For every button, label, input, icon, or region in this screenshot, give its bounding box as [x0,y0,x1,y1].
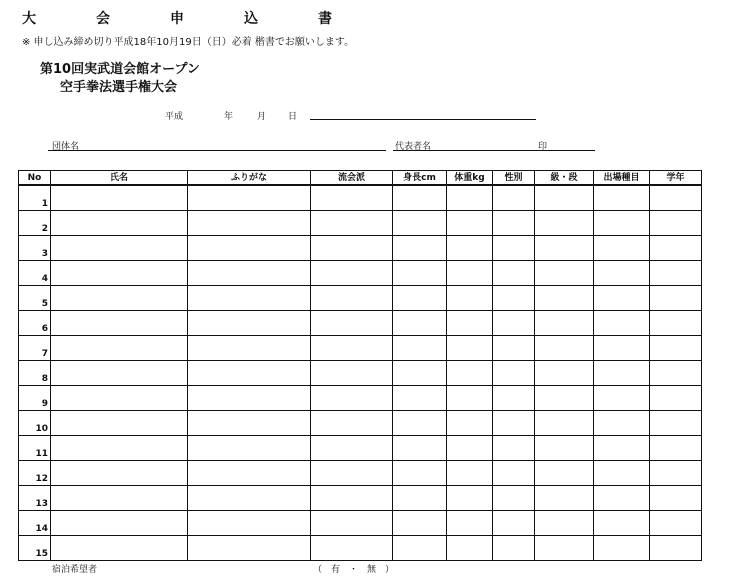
entry-cell[interactable] [535,336,594,361]
column-header: 性別 [493,171,535,186]
event-title-line2: 空手拳法選手権大会 [60,80,178,95]
column-header: 身長cm [393,171,447,186]
entry-cell[interactable] [188,211,311,236]
entry-cell[interactable] [493,386,535,411]
entry-cell[interactable] [493,461,535,486]
table-row [19,486,702,511]
org-name-label: 団体名 [52,142,80,152]
entry-cell[interactable] [51,311,188,336]
entry-cell[interactable] [535,461,594,486]
representative-field[interactable] [393,150,595,151]
entry-cell[interactable] [447,286,493,311]
entry-cell[interactable] [535,386,594,411]
entry-cell[interactable] [594,236,650,261]
entry-cell[interactable] [393,411,447,436]
entry-cell[interactable] [51,286,188,311]
entry-cell[interactable] [393,511,447,536]
entry-cell[interactable] [51,436,188,461]
entry-cell[interactable] [594,411,650,436]
column-header: No [19,171,51,186]
entry-cell[interactable] [393,436,447,461]
entry-cell[interactable] [447,386,493,411]
entry-cell[interactable] [51,511,188,536]
entry-cell[interactable] [493,236,535,261]
entry-cell[interactable] [650,185,702,211]
entry-cell[interactable] [650,261,702,286]
column-header: 流会派 [311,171,393,186]
table-row [19,311,702,336]
representative-label: 代表者名 [395,142,432,152]
entry-cell[interactable] [535,261,594,286]
entry-cell[interactable] [51,211,188,236]
entry-cell[interactable] [447,311,493,336]
row-number: 4 [19,261,51,286]
entry-cell[interactable] [311,261,393,286]
entry-cell[interactable] [188,411,311,436]
row-number: 8 [19,361,51,386]
table-row [19,361,702,386]
table-row [19,436,702,461]
entry-cell[interactable] [447,361,493,386]
deadline-notice: ※ 申し込み締め切り平成18年10月19日（日）必着 楷書でお願いします。 [22,37,355,48]
entry-cell[interactable] [650,211,702,236]
entry-cell[interactable] [188,236,311,261]
entry-cell[interactable] [493,411,535,436]
table-row [19,411,702,436]
form-title-char: 大 [22,11,36,27]
entry-cell[interactable] [650,336,702,361]
entry-cell[interactable] [51,411,188,436]
entry-cell[interactable] [650,486,702,511]
entry-cell[interactable] [535,361,594,386]
row-number: 1 [19,185,51,211]
entry-cell[interactable] [311,286,393,311]
entry-cell[interactable] [51,536,188,561]
lodging-label: 宿泊希望者 [52,565,98,575]
entry-cell[interactable] [188,185,311,211]
entry-cell[interactable] [51,361,188,386]
entry-cell[interactable] [650,236,702,261]
entry-cell[interactable] [535,536,594,561]
row-number: 7 [19,336,51,361]
seal-label: 印 [538,142,548,152]
entry-cell[interactable] [594,211,650,236]
entry-cell[interactable] [447,236,493,261]
row-number: 6 [19,311,51,336]
entry-cell[interactable] [650,536,702,561]
table-row [19,511,702,536]
entry-cell[interactable] [311,361,393,386]
entry-cell[interactable] [51,461,188,486]
entry-cell[interactable] [535,411,594,436]
entry-cell[interactable] [393,185,447,211]
date-day-label: 日 [288,112,298,122]
entry-cell[interactable] [493,311,535,336]
entry-cell[interactable] [594,185,650,211]
entry-cell[interactable] [393,311,447,336]
entry-cell[interactable] [535,185,594,211]
entry-cell[interactable] [393,336,447,361]
entry-cell[interactable] [650,436,702,461]
entry-cell[interactable] [393,536,447,561]
column-header: 出場種目 [594,171,650,186]
entry-cell[interactable] [594,536,650,561]
entry-cell[interactable] [650,461,702,486]
entry-cell[interactable] [594,461,650,486]
entry-cell[interactable] [650,386,702,411]
entry-cell[interactable] [447,411,493,436]
entry-cell[interactable] [51,486,188,511]
entry-cell[interactable] [594,511,650,536]
column-header: 体重kg [447,171,493,186]
entry-cell[interactable] [535,211,594,236]
entry-cell[interactable] [493,511,535,536]
entry-cell[interactable] [447,511,493,536]
table-row [19,261,702,286]
event-title-line1: 第10回実武道会館オープン [40,62,200,77]
entry-cell[interactable] [311,311,393,336]
entry-cell[interactable] [393,286,447,311]
entry-cell[interactable] [493,436,535,461]
row-number: 5 [19,286,51,311]
entry-cell[interactable] [650,286,702,311]
entry-cell[interactable] [493,536,535,561]
entry-cell[interactable] [188,386,311,411]
entry-cell[interactable] [188,286,311,311]
entry-cell[interactable] [493,211,535,236]
entry-cell[interactable] [650,411,702,436]
entry-cell[interactable] [493,486,535,511]
entry-cell[interactable] [535,286,594,311]
entry-cell[interactable] [311,336,393,361]
table-row [19,461,702,486]
entry-cell[interactable] [393,486,447,511]
entry-cell[interactable] [188,361,311,386]
org-name-field[interactable] [48,150,386,151]
entry-cell[interactable] [393,236,447,261]
entry-cell[interactable] [447,185,493,211]
entry-cell[interactable] [311,511,393,536]
entry-cell[interactable] [535,311,594,336]
entry-cell[interactable] [493,336,535,361]
entry-cell[interactable] [650,361,702,386]
form-title-char: 会 [96,11,110,27]
entry-cell[interactable] [447,461,493,486]
entry-cell[interactable] [447,486,493,511]
row-number: 9 [19,386,51,411]
row-number: 15 [19,536,51,561]
entry-cell[interactable] [311,486,393,511]
entry-cell[interactable] [493,286,535,311]
row-number: 3 [19,236,51,261]
table-row [19,336,702,361]
form-title-char: 書 [318,11,332,27]
table-row [19,185,702,211]
row-number: 12 [19,461,51,486]
entry-cell[interactable] [51,261,188,286]
entry-cell[interactable] [594,261,650,286]
entry-cell[interactable] [594,336,650,361]
entry-cell[interactable] [594,311,650,336]
column-header: ふりがな [188,171,311,186]
entry-cell[interactable] [594,361,650,386]
form-title-char: 申 [170,11,184,27]
entry-cell[interactable] [311,411,393,436]
entry-cell[interactable] [311,211,393,236]
table-row [19,536,702,561]
column-header: 学年 [650,171,702,186]
entry-cell[interactable] [447,536,493,561]
entry-cell[interactable] [447,436,493,461]
entry-cell[interactable] [535,436,594,461]
date-era-label: 平成 [165,112,184,122]
entry-table [18,170,702,561]
entry-cell[interactable] [188,261,311,286]
entry-cell[interactable] [493,185,535,211]
table-row [19,211,702,236]
entry-cell[interactable] [493,261,535,286]
entry-cell[interactable] [311,236,393,261]
entry-cell[interactable] [311,536,393,561]
entry-cell[interactable] [393,461,447,486]
entry-cell[interactable] [188,436,311,461]
entry-cell[interactable] [535,486,594,511]
entry-cell[interactable] [447,261,493,286]
entry-cell[interactable] [188,336,311,361]
entry-cell[interactable] [594,386,650,411]
table-header-row [19,171,702,186]
entry-cell[interactable] [594,486,650,511]
form-title-char: 込 [244,11,258,27]
column-header: 級・段 [535,171,594,186]
entry-cell[interactable] [447,211,493,236]
lodging-choice[interactable]: （ 有 ・ 無 ） [313,565,395,575]
entry-cell[interactable] [188,461,311,486]
entry-cell[interactable] [311,436,393,461]
date-month-label: 月 [257,112,267,122]
date-year-label: 年 [224,112,234,122]
entry-cell[interactable] [535,236,594,261]
entry-cell[interactable] [393,261,447,286]
entry-cell[interactable] [311,185,393,211]
entry-cell[interactable] [51,185,188,211]
entry-cell[interactable] [51,236,188,261]
entry-cell[interactable] [447,336,493,361]
entry-cell[interactable] [650,311,702,336]
entry-cell[interactable] [393,211,447,236]
row-number: 14 [19,511,51,536]
table-row [19,386,702,411]
row-number: 10 [19,411,51,436]
table-row [19,286,702,311]
entry-cell[interactable] [51,336,188,361]
entry-cell[interactable] [493,361,535,386]
entry-cell[interactable] [535,511,594,536]
entry-cell[interactable] [188,486,311,511]
entry-cell[interactable] [650,511,702,536]
entry-cell[interactable] [393,386,447,411]
entry-cell[interactable] [311,386,393,411]
entry-cell[interactable] [188,511,311,536]
entry-cell[interactable] [51,386,188,411]
entry-cell[interactable] [594,436,650,461]
form-title [22,8,332,28]
row-number: 2 [19,211,51,236]
entry-cell[interactable] [594,286,650,311]
date-underline[interactable] [310,119,536,120]
entry-cell[interactable] [311,461,393,486]
entry-cell[interactable] [393,361,447,386]
entry-cell[interactable] [188,536,311,561]
row-number: 13 [19,486,51,511]
table-row [19,236,702,261]
entry-cell[interactable] [188,311,311,336]
column-header: 氏名 [51,171,188,186]
row-number: 11 [19,436,51,461]
